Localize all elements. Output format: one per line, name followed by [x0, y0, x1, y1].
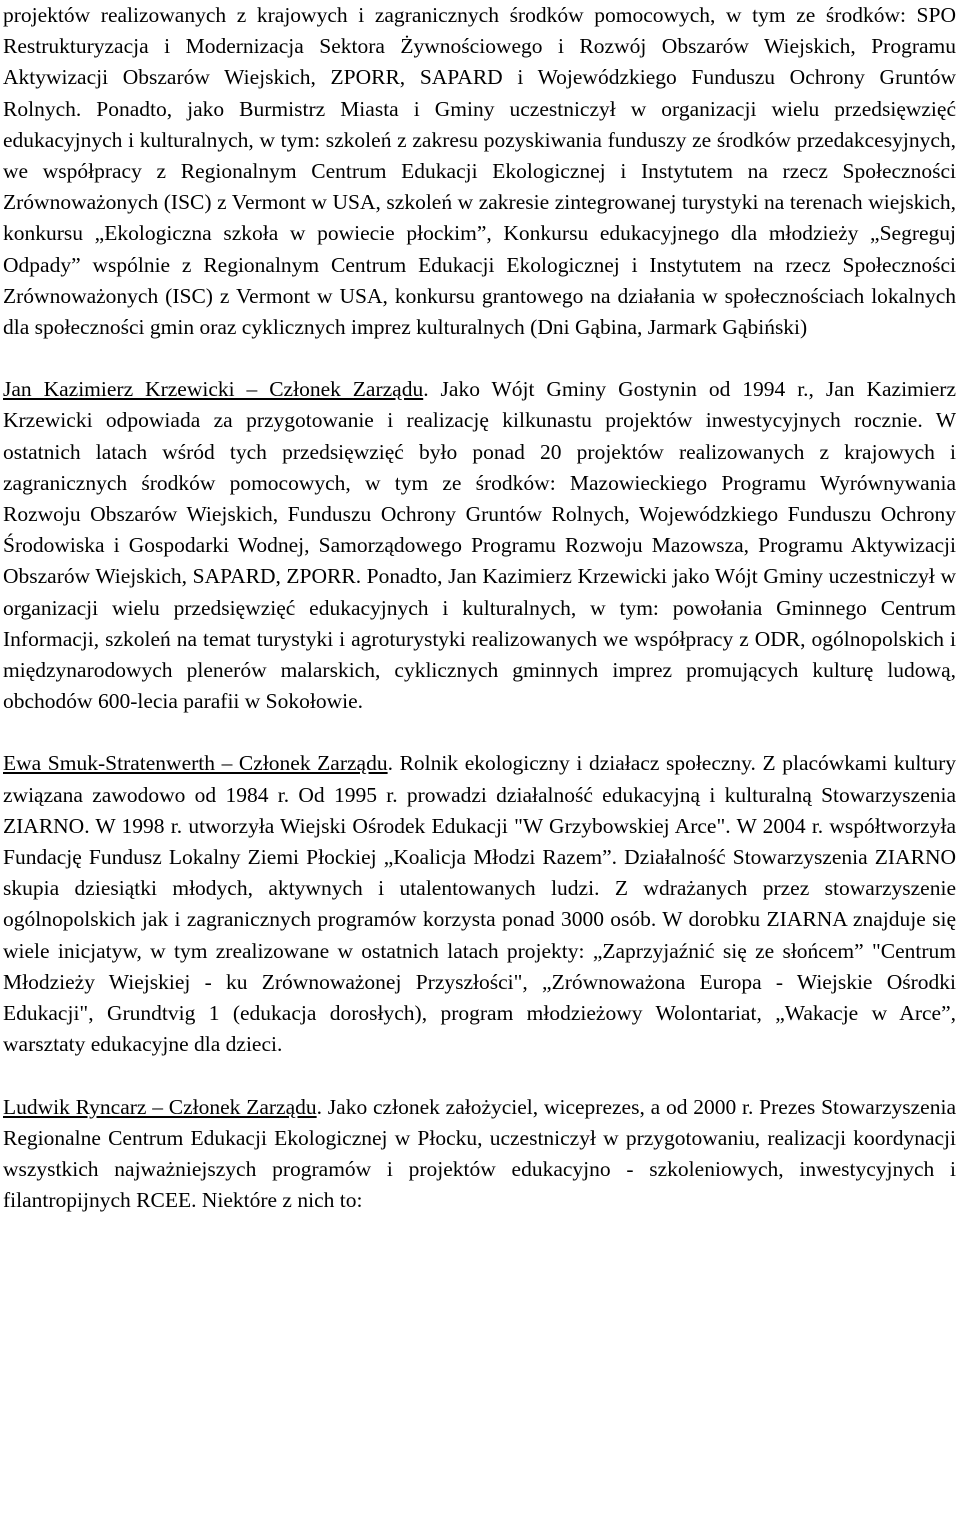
paragraph-ryncarz [3, 1092, 956, 1217]
paragraph-body: . Jako członek założyciel, wiceprezes, a od 2000 r. Prezes Stowarzyszenia Regionalne Centrum Edukacji Ekologicznej w Płocku, uczestniczył w przygotowaniu, realizacji koordynacji wszystkich najważniejszych programów i projektów edukacyjno - szkoleniowych, inwestycyjnych i filantropijnych RCEE. Niektóre z nich to: [3, 1094, 956, 1213]
member-name-heading: Ewa Smuk-Stratenwerth – Członek Zarządu [3, 751, 388, 776]
paragraph-intro [3, 0, 956, 343]
member-name-heading: Jan Kazimierz Krzewicki – Członek Zarządu [3, 377, 424, 402]
member-name-heading: Ludwik Ryncarz – Członek Zarządu [3, 1094, 317, 1119]
paragraph-body: projektów realizowanych z krajowych i zagranicznych środków pomocowych, w tym ze środków: SPO Restrukturyzacja i Modernizacja Sektora Żywnościowego i Rozwój Obszarów Wiejskich, Programu Aktywizacji Obszarów Wiejskich, ZPORR, SAPARD i Wojewódzkiego Funduszu Ochrony Gruntów Rolnych. Ponadto, jako Burmistrz Miasta i Gminy uczestniczył w organizacji wielu przedsięwzięć edukacyjnych i kulturalnych, w tym: szkoleń z zakresu pozyskiwania funduszy ze środków przedakcesyjnych, we współpracy z Regionalnym Centrum Edukacji Ekologicznej i Instytutem na rzecz Społeczności Zrównoważonych (ISC) z Vermont w USA, szkoleń w zakresie zintegrowanej turystyki na terenach wiejskich, konkursu „Ekologiczna szkoła w powiecie płockim”, Konkursu edukacyjnego dla młodzieży „Segreguj Odpady” wspólnie z Regionalnym Centrum Edukacji Ekologicznej i Instytutem na rzecz Społeczności Zrównoważonych (ISC) z Vermont w USA, konkursu grantowego na działania w społecznościach lokalnych dla społeczności gmin oraz cyklicznych imprez kulturalnych (Dni Gąbina, Jarmark Gąbiński) [3, 3, 956, 340]
document-page [3, 0, 956, 1216]
paragraph-krzewicki [3, 374, 956, 717]
paragraph-body: . Rolnik ekologiczny i działacz społeczny. Z placówkami kultury związana zawodowo od 1984 r. Od 1995 r. prowadzi działalność edukacyjną i kulturalną Stowarzyszenia ZIARNO. W 1998 r. utworzyła Wiejski Ośrodek Edukacji "W Grzybowskiej Arce". W 2004 r. współtworzyła Fundację Fundusz Lokalny Ziemi Płockiej „Koalicja Młodzi Razem”. Działalność Stowarzyszenia ZIARNO skupia dziesiątki młodych, aktywnych i utalentowanych ludzi. Z wdrażanych przez stowarzyszenie ogólnopolskich jak i zagranicznych programów korzysta ponad 3000 osób. W dorobku ZIARNA znajduje się wiele inicjatyw, w tym zrealizowane w ostatnich latach projekty: „Zaprzyjaźnić się ze słońcem” "Centrum Młodzieży Wiejskiej - ku Zrównoważonej Przyszłości", „Zrównoważona Europa - Wiejskie Ośrodki Edukacji", Grundtvig 1 (edukacja dorosłych), program młodzieżowy Wolontariat, „Wakacje w Arce”, warsztaty edukacyjne dla dzieci. [3, 751, 957, 1057]
paragraph-body: . Jako Wójt Gminy Gostynin od 1994 r., Jan Kazimierz Krzewicki odpowiada za przygotowanie i realizację kilkunastu projektów inwestycyjnych rocznie. W ostatnich latach wśród tych przedsięwzięć było ponad 20 projektów realizowanych z krajowych i zagranicznych środków pomocowych, w tym ze środków: Mazowieckiego Programu Wyrównywania Rozwoju Obszarów Wiejskich, Funduszu Ochrony Gruntów Rolnych, Wojewódzkiego Funduszu Ochrony Środowiska i Gospodarki Wodnej, Samorządowego Programu Rozwoju Mazowsza, Programu Aktywizacji Obszarów Wiejskich, SAPARD, ZPORR. Ponadto, Jan Kazimierz Krzewicki jako Wójt Gminy uczestniczył w organizacji wielu przedsięwzięć edukacyjnych i kulturalnych, w tym: powołania Gminnego Centrum Informacji, szkoleń na temat turystyki i agroturystyki realizowanych we współpracy z ODR, ogólnopolskich i międzynarodowych plenerów malarskich, cyklicznych gminnych imprez promujących kulturę ludową, obchodów 600-lecia parafii w Sokołowie. [3, 377, 956, 714]
paragraph-smuk-stratenwerth [3, 748, 956, 1060]
